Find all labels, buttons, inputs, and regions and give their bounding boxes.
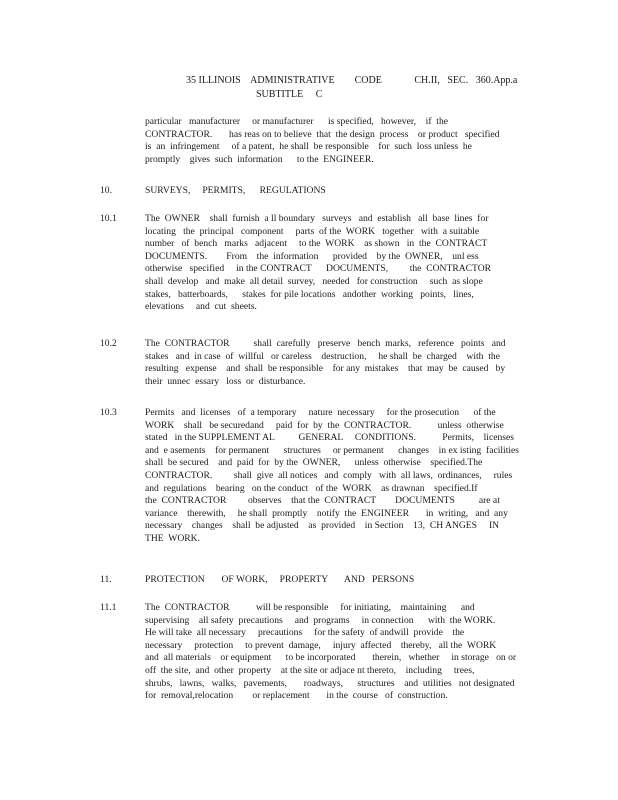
section-number: 11. xyxy=(100,574,112,585)
text-line: necessary changes shall be adjusted as provided in Section 13, CH ANGES IN xyxy=(145,520,500,532)
text-line: particular manufacturer or manufacturer is specified, however, if the xyxy=(145,116,449,127)
text-line: shrubs, lawns, walks, pavements, roadways, structures and utilities not designated xyxy=(145,677,515,689)
text-line: off the site, and other property at the site or adjace nt thereto, including trees, xyxy=(145,664,475,676)
section-number: 10. xyxy=(100,185,112,196)
text-line: CONTRACTOR. shall give all notices and comply with all laws, ordinances, rules xyxy=(145,469,513,481)
text-line: necessary protection to prevent damage, injury affected thereby, all the WORK xyxy=(145,639,497,651)
section-heading-text: PROTECTION OF WORK, PROPERTY AND PERSONS xyxy=(145,574,415,585)
text-line: and all materials or equipment to be incorporated therein, whether in storage on or xyxy=(145,652,517,664)
text-line: Permits and licenses of a temporary nature necessary for the prosecution of the xyxy=(145,407,496,418)
text-line: locating the principal component parts of the WORK together with a suitable xyxy=(145,225,480,237)
text-line: for removal,relocation or replacement in the course of construction. xyxy=(145,690,448,702)
text-line: CONTRACTOR. has reas on to believe that the design process or product specified xyxy=(145,128,500,140)
header-line-2: SUBTITLE C xyxy=(256,89,323,100)
text-line: stakes and in case of willful or careless destruction, he shall be charged with the xyxy=(145,350,500,362)
text-line: and e asements for permanent structures or permanent changes in ex isting facilities xyxy=(145,444,520,456)
section-number: 10.1 xyxy=(100,213,117,224)
text-line: is an infringement of a patent, he shall be responsible for such loss unless he xyxy=(145,141,472,153)
section-heading-text: SURVEYS, PERMITS, REGULATIONS xyxy=(145,185,326,196)
text-line: The CONTRACTOR shall carefully preserve bench marks, reference points and xyxy=(145,338,506,349)
text-line: He will take all necessary precautions for the safety of andwill provide the xyxy=(145,627,465,639)
text-line: variance therewith, he shall promptly notify the ENGINEER in writing, and any xyxy=(145,507,508,519)
text-line: resulting expense and shall be responsible for any mistakes that may be caused by xyxy=(145,363,506,375)
section-number: 11.1 xyxy=(100,602,117,613)
text-line: elevations and cut sheets. xyxy=(145,301,257,313)
text-line: supervising all safety precautions and programs in connection with the WORK. xyxy=(145,614,496,626)
text-line: shall be secured and paid for by the OWNER, unless otherwise specified.The xyxy=(145,457,483,469)
text-line: DOCUMENTS. From the information provided by the OWNER, unl ess xyxy=(145,250,479,262)
text-line: shall develop and make all detail survey, needed for construction such as slope xyxy=(145,275,483,287)
text-line: promptly gives such information to the ENGINEER. xyxy=(145,153,374,165)
text-line: the CONTRACTOR observes that the CONTRACT DOCUMENTS are at xyxy=(145,495,500,507)
text-line: number of bench marks adjacent to the WORK as shown in the CONTRACT xyxy=(145,238,488,250)
text-line: WORK shall be securedand paid for by the CONTRACTOR. unless otherwise xyxy=(145,419,504,431)
text-line: and regulations bearing on the conduct of the WORK as drawnan specified.If xyxy=(145,482,478,494)
text-line: stakes, batterboards, stakes for pile locations andother working points, lines, xyxy=(145,288,474,300)
text-line: stated in the SUPPLEMENT AL GENERAL CONDITIONS. Permits, licenses xyxy=(145,432,514,444)
text-line: THE WORK. xyxy=(145,532,200,544)
header-line-1: 35 ILLINOIS ADMINISTRATIVE CODE CH.II, SEC. 360.App.a xyxy=(186,75,518,86)
text-line: The CONTRACTOR will be responsible for initiating, maintaining and xyxy=(145,602,475,613)
text-line: their unnec essary loss or disturbance. xyxy=(145,375,306,387)
section-number: 10.2 xyxy=(100,338,117,349)
section-number: 10.3 xyxy=(100,407,117,418)
text-line: otherwise specified in the CONTRACT DOCUMENTS, the CONTRACTOR xyxy=(145,263,492,275)
text-line: The OWNER shall furnish a ll boundary surveys and establish all base lines for xyxy=(145,213,489,224)
